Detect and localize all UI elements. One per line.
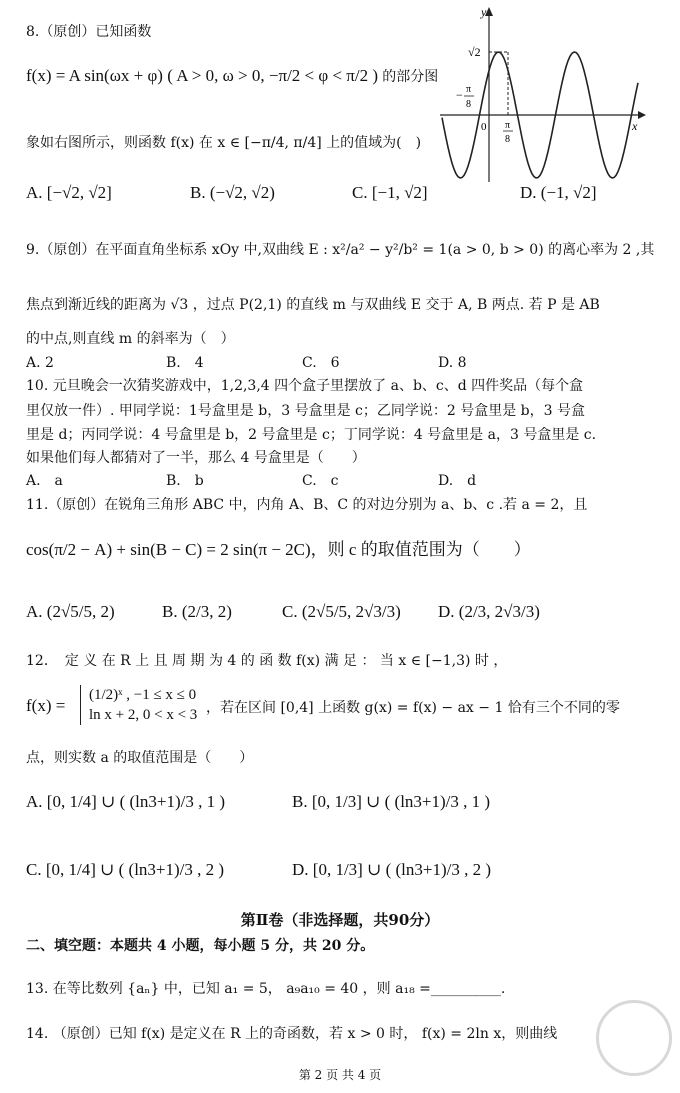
neg-label-sign: − bbox=[456, 88, 463, 102]
origin-label: 0 bbox=[481, 121, 487, 133]
q12-option-c: C. [0, 1/4] ∪ ( (ln3+1)/3 , 2 ) bbox=[26, 860, 225, 879]
q12-option-a: A. [0, 1/4] ∪ ( (ln3+1)/3 , 1 ) bbox=[26, 792, 225, 811]
q12-stem-end: 点，则实数 a 的取值范围是（ ） bbox=[26, 750, 254, 766]
q9-stem-cont: 焦点到渐近线的距离为 √3 ，过点 P(2,1) 的直线 m 与双曲线 E 交于 A, B 两点. 若 P 是 AB bbox=[26, 297, 600, 313]
q10-stem-4: 如果他们每人都猜对了一半，那么 4 号盒里是（ ） bbox=[26, 450, 366, 466]
q14-stem: 14. （原创）已知 f(x) 是定义在 R 上的奇函数，若 x > 0 时， f(x) = 2ln x，则曲线 bbox=[26, 1026, 558, 1042]
q8-option-a: A. [−√2, √2] bbox=[26, 183, 112, 202]
q11-option-a: A. (2√5/5, 2) bbox=[26, 602, 115, 621]
page-footer: 第 2 页 共 4 页 bbox=[298, 1068, 382, 1082]
q12-piece-2: ln x + 2, 0 < x < 3 bbox=[89, 707, 198, 723]
q8-stem-cont: 象如右图所示，则函数 f(x) 在 x ∈ [−π/4, π/4] 上的值域为( ) bbox=[26, 135, 422, 151]
q9-option-b: B. 4 bbox=[166, 355, 204, 371]
watermark-stamp-icon bbox=[596, 1000, 672, 1076]
x-axis-arrow-icon bbox=[638, 111, 646, 119]
q12-stem-cont: ，若在区间 [0,4] 上函数 g(x) = f(x) − ax − 1 恰有三个不同的零 bbox=[206, 700, 620, 716]
q13-stem: 13. 在等比数列 {aₙ} 中，已知 a₁ = 5， a₉a₁₀ = 40 ，则 a₁₈ =__________. bbox=[26, 981, 506, 997]
q12-piece-1: (1/2)ˣ , −1 ≤ x ≤ 0 bbox=[89, 687, 197, 703]
neg-label-den: 8 bbox=[466, 99, 471, 110]
neg-label-num: π bbox=[466, 84, 472, 95]
q11-option-c: C. (2√5/5, 2√3/3) bbox=[282, 602, 401, 621]
q10-option-c: C. c bbox=[302, 473, 339, 489]
q9-option-a: A. 2 bbox=[26, 355, 54, 371]
q8-formula-tail: 的部分图 bbox=[382, 70, 439, 85]
q8-formula bbox=[26, 66, 438, 88]
q8-formula-expr: f(x) = A sin(ωx + φ) ( A > 0, ω > 0, −π/2 < φ < π/2 ) bbox=[26, 66, 378, 85]
pos-label-den: 8 bbox=[505, 134, 510, 145]
y-axis-label: y bbox=[481, 5, 487, 19]
x-axis-label: x bbox=[632, 119, 638, 133]
q10-stem-2: 里仅放一件）. 甲同学说：1号盒里是 b，3 号盒里是 c；乙同学说：2 号盒里是 b，3 号盒 bbox=[26, 403, 585, 419]
q12-stem: 12． 定 义 在 R 上 且 周 期 为 4 的 函 数 f(x) 满 足 ： 当 x ∈ [−1,3) 时 ， bbox=[26, 653, 508, 669]
q10-option-d: D. d bbox=[438, 473, 477, 489]
q12-option-b: B. [0, 1/3] ∪ ( (ln3+1)/3 , 1 ) bbox=[292, 792, 491, 811]
q10-option-b: B. b bbox=[166, 473, 204, 489]
pos-label-num: π bbox=[505, 120, 511, 131]
peak-label: √2 bbox=[468, 45, 481, 59]
q11-equation: cos(π/2 − A) + sin(B − C) = 2 sin(π − 2C)，则 c 的取值范围为（ ） bbox=[26, 540, 531, 559]
q10-stem-3: 里是 d；丙同学说：4 号盒里是 b，2 号盒里是 c；丁同学说：4 号盒里是 a，3 号盒里是 c. bbox=[26, 427, 597, 443]
sine-graph bbox=[440, 4, 652, 182]
q9-option-c: C. 6 bbox=[302, 355, 340, 371]
q11-stem: 11.（原创）在锐角三角形 ABC 中，内角 A、B、C 的对边分别为 a、b、c .若 a = 2，且 bbox=[26, 497, 588, 513]
q9-stem-end: 的中点,则直线 m 的斜率为（ ） bbox=[26, 331, 235, 347]
q11-option-b: B. (2/3, 2) bbox=[162, 602, 232, 621]
q9-option-d: D. 8 bbox=[438, 355, 467, 371]
q9-stem: 9.（原创）在平面直角坐标系 xOy 中,双曲线 E : x²/a² − y²/b² = 1(a > 0, b > 0) 的离心率为 2 ,其 bbox=[26, 242, 655, 258]
q11-option-d: D. (2/3, 2√3/3) bbox=[438, 602, 540, 621]
q8-stem: 8.（原创）已知函数 bbox=[26, 24, 152, 40]
section-title: 第Ⅱ卷（非选择题，共90分） bbox=[240, 911, 440, 929]
q12-fx: f(x) = bbox=[26, 696, 66, 715]
q10-stem-1: 10. 元旦晚会一次猜奖游戏中，1,2,3,4 四个盒子里摆放了 a、b、c、d 四件奖品（每个盒 bbox=[26, 378, 584, 394]
section-heading: 二、填空题：本题共 4 小题，每小题 5 分，共 20 分。 bbox=[26, 938, 375, 954]
q10-option-a: A. a bbox=[26, 473, 63, 489]
q12-piecewise bbox=[80, 685, 197, 725]
q8-option-b: B. (−√2, √2) bbox=[190, 183, 275, 202]
q12-option-d: D. [0, 1/3] ∪ ( (ln3+1)/3 , 2 ) bbox=[292, 860, 491, 879]
q8-option-d: D. (−1, √2] bbox=[520, 183, 597, 202]
q8-option-c: C. [−1, √2] bbox=[352, 183, 428, 202]
